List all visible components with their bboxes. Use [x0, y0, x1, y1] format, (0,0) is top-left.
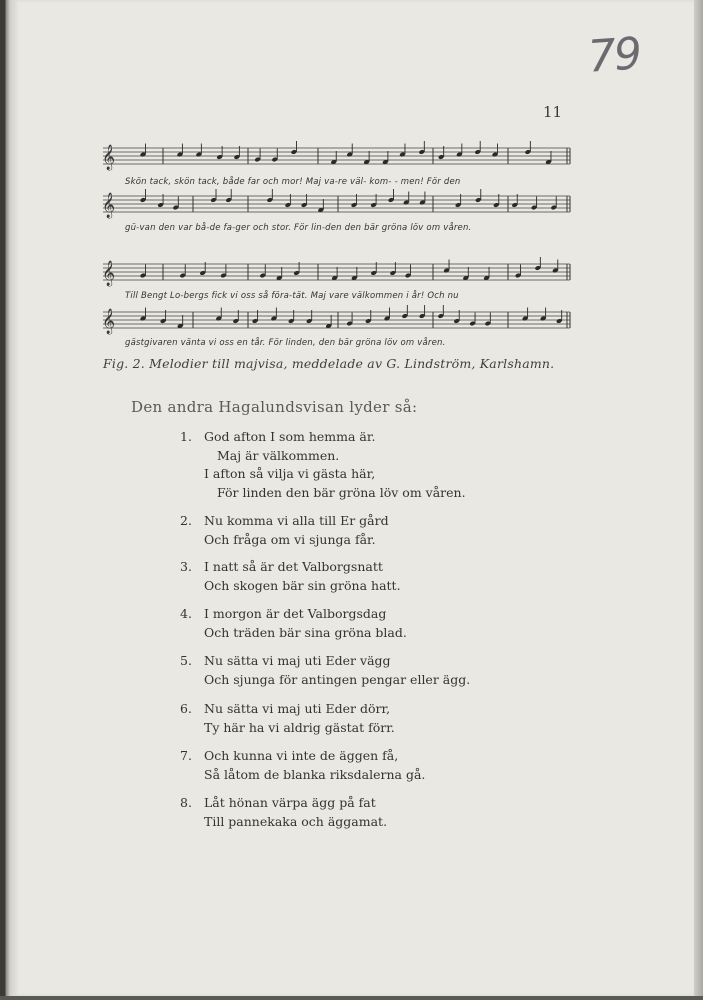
verse-1 [180, 428, 466, 502]
intro-heading: Den andra Hagalundsvisan lyder så: [131, 398, 418, 416]
verse-7 [180, 747, 425, 784]
verse-number: 7. [180, 748, 192, 763]
verse-number: 5. [180, 653, 192, 668]
verse-5 [180, 652, 470, 689]
verse-line: Till pannekaka och äggamat. [204, 813, 388, 829]
verse-line: Och sjunga för antingen pengar eller ägg. [204, 671, 471, 687]
verse-line: I afton så vilja vi gästa här, [204, 466, 376, 481]
verse-4 [180, 605, 407, 642]
verse-line: Och fråga om vi sjunga får. [204, 531, 376, 547]
music-lyric-1: Skön tack, skön tack, både far och mor! Maj va-re väl- kom- - men! För den [125, 177, 461, 187]
music-staff-4 [88, 304, 572, 340]
svg-text:𝄞: 𝄞 [102, 193, 116, 218]
verse-line: Och träden bär sina gröna blad. [204, 624, 407, 640]
svg-text:𝄞: 𝄞 [102, 261, 116, 286]
verse-line: 7. Och kunna vi inte de äggen få, [180, 747, 425, 766]
verse-line: För linden den bär gröna löv om våren. [217, 484, 466, 500]
verse-line: 2. Nu komma vi alla till Er gård [180, 512, 389, 531]
verse-line: 4. I morgon är det Valborgsdag [180, 605, 407, 624]
svg-text:𝄞: 𝄞 [102, 309, 116, 334]
verse-line: Så låtom de blanka riksdalerna gå. [204, 766, 426, 782]
page-right-edge [694, 0, 703, 1000]
music-lyric-2: gü-van den var bå-de fa-ger och stor. För lin-den den bär gröna löv om våren. [125, 223, 472, 233]
verse-line: 3. I natt så är det Valborgsnatt [180, 558, 401, 577]
verse-number: 6. [180, 701, 192, 716]
handwritten-page-number: 79 [586, 28, 642, 83]
verse-line: 8. Låt hönan värpa ägg på fat [180, 794, 387, 813]
verse-line: 1. God afton I som hemma är. [180, 428, 466, 447]
verse-2 [180, 512, 389, 549]
verse-line: Och skogen bär sin gröna hatt. [204, 577, 401, 593]
verse-number: 3. [180, 559, 192, 574]
music-staff-1 [88, 140, 572, 176]
verse-number: 8. [180, 795, 192, 810]
verse-line: 6. Nu sätta vi maj uti Eder dörr, [180, 700, 395, 719]
verse-number: 1. [180, 429, 192, 444]
verse-number: 2. [180, 513, 192, 528]
music-lyric-3: Till Bengt Lo-bergs fick vi oss så föra-tät. Maj vare välkommen i år! Och nu [125, 291, 459, 301]
page-number: 11 [543, 103, 563, 121]
svg-text:𝄞: 𝄞 [102, 145, 116, 170]
verse-6 [180, 700, 395, 737]
verse-line: 5. Nu sätta vi maj uti Eder vägg [180, 652, 470, 671]
verse-3 [180, 558, 401, 595]
verse-number: 4. [180, 606, 192, 621]
figure-caption: Fig. 2. Melodier till majvisa, meddelade av G. Lindström, Karlshamn. [103, 356, 555, 371]
music-lyric-4: gästgivaren vänta vi oss en tår. För linden, den bär gröna löv om våren. [125, 338, 446, 348]
verse-line: Ty här ha vi aldrig gästat förr. [204, 719, 395, 735]
book-spine [0, 0, 14, 1000]
verse-line: Maj är välkommen. [217, 447, 340, 463]
page-bottom-edge [0, 996, 703, 1000]
music-staff-2 [88, 188, 572, 224]
music-staff-3 [88, 256, 572, 292]
verse-8 [180, 794, 387, 831]
